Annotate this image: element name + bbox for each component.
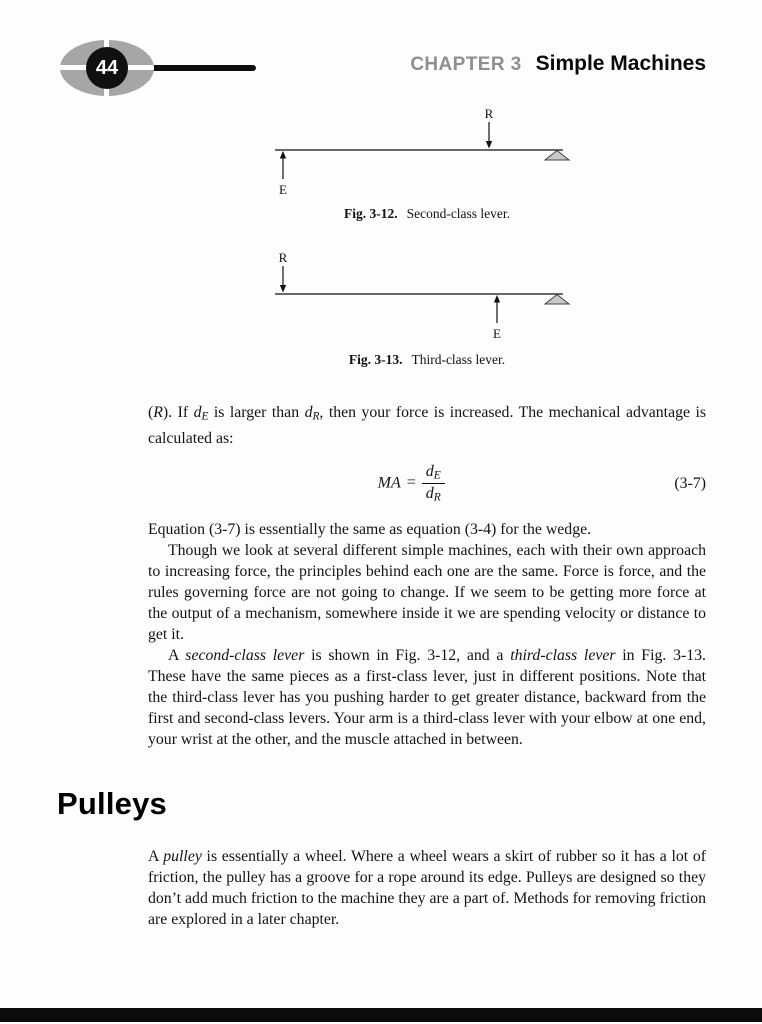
resistance-arrowhead-icon	[486, 141, 492, 149]
paragraph-equation-note: Equation (3-7) is essentially the same as equation (3-4) for the wedge.	[148, 520, 592, 538]
page-number: 44	[86, 47, 128, 89]
numerator-base: d	[425, 462, 434, 480]
chapter-header	[410, 52, 706, 76]
effort-label: E	[493, 326, 501, 341]
paragraph-lever-classes: A second-class lever is shown in Fig. 3-12, and a third-class lever in Fig. 3-13. These have the same pieces as a first-class lever, just in different positions. Note that the third-class lever has you pushing harder to get greater distance, backward from the first and second-class levers. Your arm is a third-class lever with your elbow at one end, your wrist at the other, and the muscle attached in between.	[148, 646, 706, 748]
resistance-arrowhead-icon	[280, 285, 286, 293]
fraction	[422, 463, 445, 505]
caption-text: Second-class lever.	[406, 206, 511, 221]
effort-label: E	[279, 182, 287, 197]
denominator-subscript: R	[433, 491, 441, 504]
fraction-denominator	[422, 484, 445, 505]
page-number-badge	[60, 40, 260, 98]
equation-3-7	[148, 463, 706, 505]
numerator-subscript: E	[433, 468, 441, 481]
resistance-label: R	[278, 250, 288, 265]
figure-third-class-lever	[265, 250, 577, 346]
figure-caption-3-12	[148, 206, 706, 222]
caption-text: Third-class lever.	[411, 352, 506, 367]
section-heading-pulleys: Pulleys	[57, 785, 167, 821]
chapter-label: CHAPTER 3	[410, 54, 522, 75]
figure-second-class-lever	[265, 106, 577, 202]
caption-label: Fig. 3-13.	[348, 352, 403, 367]
figure-caption-3-13	[148, 352, 706, 368]
equation-lhs: MA	[377, 474, 401, 492]
caption-label: Fig. 3-12.	[343, 206, 398, 221]
equals-sign: =	[406, 474, 416, 492]
paragraph-pulley-intro: A pulley is essentially a wheel. Where a wheel wears a skirt of rubber so it has a lot of friction, the pulley has a groove for a rope around its edge. Pulleys are designed so they don’t add much friction to the machine they are a part of. Methods for removing friction are explored in a later chapter.	[148, 847, 706, 928]
badge-rule-line	[144, 65, 256, 71]
fulcrum-icon	[545, 151, 569, 161]
equation-number: (3-7)	[674, 474, 706, 492]
paragraph-principles: Though we look at several different simple machines, each with their own approach to increasing force, the principles behind each one are the same. Force is force, and the rules governing force are not going to change. If we seem to be getting more force at the output of a mechanism, somewhere inside it we are spending velocity or distance to get it.	[148, 541, 706, 643]
page-bottom-edge	[0, 1008, 762, 1022]
page-content	[57, 402, 706, 930]
denominator-base: d	[425, 485, 434, 503]
equation-expression	[148, 463, 674, 505]
chapter-title: Simple Machines	[535, 52, 706, 75]
paragraph-mechanical-advantage: (R). If dE is larger than dR, then your force is increased. The mechanical advantage is calculated as:	[148, 404, 706, 447]
fraction-numerator	[422, 463, 445, 485]
resistance-label: R	[484, 106, 494, 121]
fulcrum-icon	[545, 295, 569, 305]
